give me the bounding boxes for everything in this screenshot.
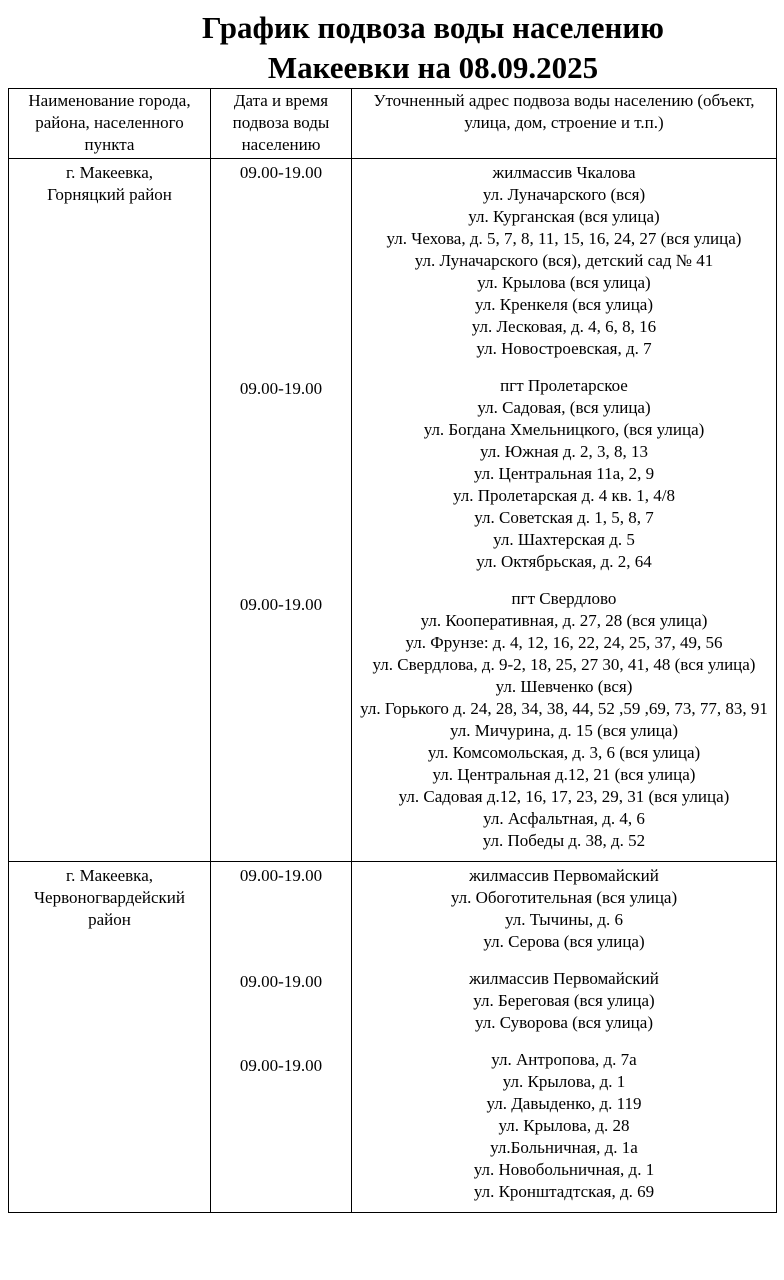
time-block — [215, 862, 347, 956]
address-line: ул. Садовая д.12, 16, 17, 23, 29, 31 (вся улица) — [398, 787, 730, 806]
address-line: ул. Центральная 11а, 2, 9 — [473, 464, 655, 483]
address-line: ул. Победы д. 38, д. 52 — [482, 831, 646, 850]
address-line: ул. Крылова, д. 28 — [498, 1116, 630, 1135]
address-line: ул. Серова (вся улица) — [483, 932, 645, 951]
address-line: ул. Свердлова, д. 9-2, 18, 25, 27 30, 41, 48 (вся улица) — [372, 655, 756, 674]
address-block — [356, 585, 772, 852]
address-line: ул. Чехова, д. 5, 7, 8, 11, 15, 16, 24, 27 (вся улица) — [386, 229, 742, 248]
address-line: ул. Антропова, д. 7а — [491, 1050, 637, 1069]
district-name-line: район — [88, 910, 131, 929]
delivery-time: 09.00-19.00 — [239, 866, 323, 885]
address-line: ул. Обоготительная (вся улица) — [450, 888, 678, 907]
address-line: ул. Луначарского (вся), детский сад № 41 — [414, 251, 714, 270]
address-line: ул. Кронштадтская, д. 69 — [473, 1182, 655, 1201]
delivery-time: 09.00-19.00 — [239, 379, 323, 398]
title-line-1: График подвоза воды населению — [202, 10, 664, 45]
address-line: ул. Шевченко (вся) — [495, 677, 633, 696]
address-line: ул. Тычины, д. 6 — [504, 910, 623, 929]
datetime-cell — [211, 159, 352, 862]
delivery-time: 09.00-19.00 — [239, 595, 323, 614]
address-line: пгт Пролетарское — [500, 376, 628, 395]
address-line: жилмассив Первомайский — [469, 866, 659, 885]
address-line: ул. Крылова (вся улица) — [477, 273, 651, 292]
address-line: ул. Новостроевская, д. 7 — [476, 339, 652, 358]
header-district: Наименование города, района, населенного пункта — [9, 89, 211, 159]
address-line: ул. Давыденко, д. 119 — [486, 1094, 642, 1113]
address-line: ул. Горького д. 24, 28, 34, 38, 44, 52 ,59 ,69, 73, 77, 83, 91 — [360, 699, 768, 718]
address-line: ул. Лесковая, д. 4, 6, 8, 16 — [471, 317, 657, 336]
address-line: ул. Кренкеля (вся улица) — [475, 295, 653, 314]
address-line: ул. Кооперативная, д. 27, 28 (вся улица) — [420, 611, 708, 630]
address-line: пгт Свердлово — [511, 589, 617, 608]
address-line: ул. Асфальтная, д. 4, 6 — [483, 809, 645, 828]
time-block — [215, 1052, 347, 1212]
header-address: Уточненный адрес подвоза воды населению (объект, улица, дом, строение и т.п.) — [352, 89, 777, 159]
district-name-line: г. Макеевка, — [66, 866, 153, 885]
address-line: ул. Суворова (вся улица) — [474, 1013, 653, 1032]
address-block — [356, 862, 772, 953]
address-line: жилмассив Чкалова — [492, 163, 636, 182]
address-line: ул. Луначарского (вся) — [482, 185, 646, 204]
address-cell — [352, 862, 777, 1213]
time-block — [215, 968, 347, 1040]
table-row — [9, 159, 777, 862]
address-line: ул. Береговая (вся улица) — [473, 991, 655, 1010]
delivery-time: 09.00-19.00 — [239, 1056, 323, 1075]
address-line: ул.Больничная, д. 1а — [490, 1138, 638, 1157]
address-line: ул. Курганская (вся улица) — [468, 207, 660, 226]
address-line: ул. Октябрьская, д. 2, 64 — [476, 552, 652, 571]
address-block — [356, 159, 772, 360]
table-row — [9, 862, 777, 1213]
address-block — [356, 372, 772, 573]
header-datetime: Дата и время подвоза воды населению — [211, 89, 352, 159]
address-line: жилмассив Первомайский — [469, 969, 659, 988]
address-line: ул. Богдана Хмельницкого, (вся улица) — [423, 420, 705, 439]
address-line: ул. Фрунзе: д. 4, 12, 16, 22, 24, 25, 37, 49, 56 — [405, 633, 723, 652]
delivery-time: 09.00-19.00 — [239, 972, 323, 991]
table-header-row — [9, 89, 777, 159]
address-line: ул. Центральная д.12, 21 (вся улица) — [432, 765, 696, 784]
address-block — [356, 965, 772, 1034]
address-line: ул. Советская д. 1, 5, 8, 7 — [474, 508, 654, 527]
district-name-line: Червоногвардейский — [34, 888, 185, 907]
time-block — [215, 159, 347, 363]
address-line: ул. Крылова, д. 1 — [502, 1072, 626, 1091]
address-line: ул. Комсомольская, д. 3, 6 (вся улица) — [427, 743, 701, 762]
district-name-line: Горняцкий район — [47, 185, 172, 204]
district-cell — [9, 862, 211, 1213]
address-line: ул. Садовая, (вся улица) — [477, 398, 651, 417]
address-block — [356, 1046, 772, 1203]
water-schedule-table — [8, 88, 777, 1213]
time-block — [215, 375, 347, 579]
delivery-time: 09.00-19.00 — [239, 163, 323, 182]
address-line: ул. Пролетарская д. 4 кв. 1, 4/8 — [452, 486, 676, 505]
address-line: ул. Новобольничная, д. 1 — [473, 1160, 655, 1179]
page-title — [0, 8, 784, 88]
time-block — [215, 591, 347, 861]
address-cell — [352, 159, 777, 862]
district-name-line: г. Макеевка, — [66, 163, 153, 182]
district-cell — [9, 159, 211, 862]
address-line: ул. Шахтерская д. 5 — [493, 530, 635, 549]
title-line-2: Макеевки на 08.09.2025 — [267, 50, 599, 85]
address-line: ул. Мичурина, д. 15 (вся улица) — [450, 721, 678, 740]
address-line: ул. Южная д. 2, 3, 8, 13 — [479, 442, 649, 461]
datetime-cell — [211, 862, 352, 1213]
